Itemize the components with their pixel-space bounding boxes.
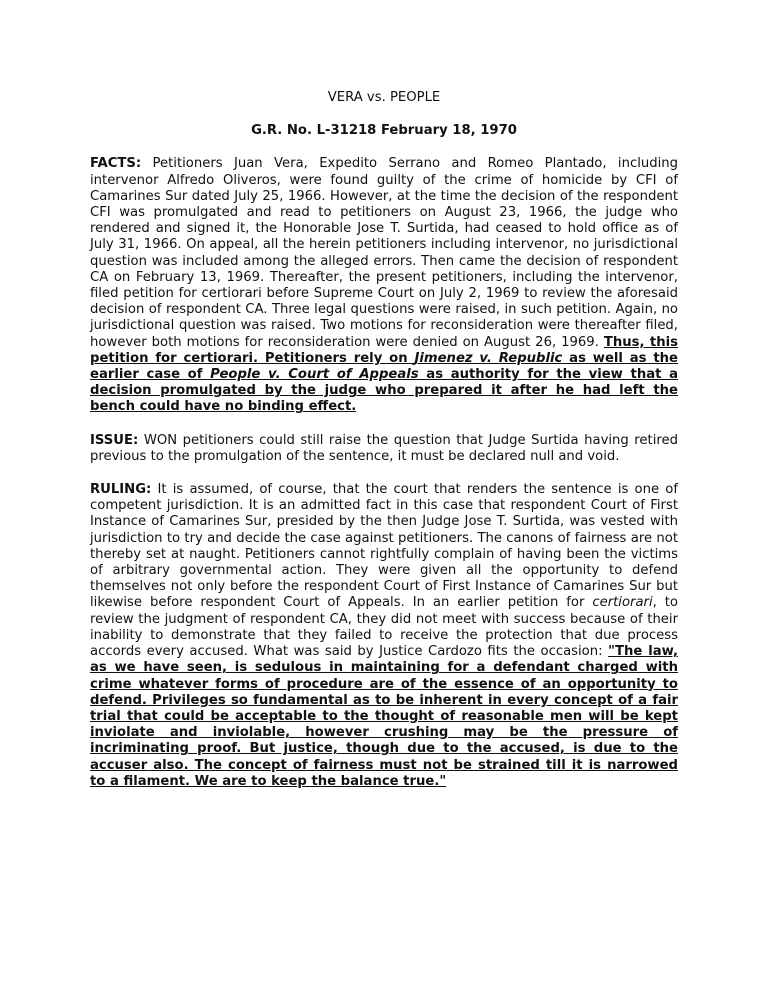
facts-emphasis-3: as authority for the view that a decision promulgated by the judge who prepared it after he had left the bench could have no binding effect.: [90, 367, 678, 415]
document-page: [90, 86, 678, 790]
issue-label: ISSUE:: [90, 432, 139, 448]
ruling-section: [90, 482, 678, 790]
ruling-label: RULING:: [90, 482, 152, 498]
facts-label: FACTS:: [90, 156, 142, 172]
case-number: G.R. No. L-31218 February 18, 1970: [251, 123, 517, 139]
facts-section: [90, 156, 678, 415]
cardozo-quote: "The law, as we have seen, is sedulous in maintaining for a defendant charged with crime whatever forms of procedure are of the essence of an opportunity to defend. Privileges so fundamental as to be inherent in every concept of a fair trial that could be acceptable to the thought of reasonable men will be kept inviolate and inviolable, however crushing may be the pressure of incriminating proof. But justice, though due to the accused, is due to the accuser also. The concept of fairness must not be strained till it is narrowed to a filament. We are to keep the balance true.": [90, 644, 678, 789]
issue-section: [90, 433, 678, 465]
facts-text: Petitioners Juan Vera, Expedito Serrano and Romeo Plantado, including intervenor Alfredo Oliveros, were found guilty of the crime of homicide by CFI of Camarines Sur dated July 25, 1966. However, at the time the decision of the respondent CFI was promulgated and read to petitioners on August 23, 1966, the judge who rendered and signed it, the Honorable Jose T. Surtida, had ceased to hold office as of July 31, 1966. On appeal, all the herein petitioners including intervenor, no jurisdictional question was included among the alleged errors. Then came the decision of respondent CA on February 13, 1969. Thereafter, the present petitioners, including the intervenor, filed petition for certiorari before Supreme Court on July 2, 1969 to review the aforesaid decision of respondent CA. Three legal questions were raised, in such petition. Again, no jurisdictional question was raised. Two motions for reconsideration were thereafter filed, however both motions for reconsideration were denied on August 26, 1969.: [90, 156, 678, 350]
facts-case-citation-2: People v. Court of Appeals: [210, 367, 419, 383]
facts-case-citation-1: Jimenez v. Republic: [414, 350, 563, 366]
issue-text: WON petitioners could still raise the question that Judge Surtida having retired previous to the promulgation of the sentence, it must be declared null and void.: [90, 432, 678, 464]
ruling-italic-term: certiorari: [592, 595, 653, 611]
case-title: VERA vs. PEOPLE: [327, 90, 441, 105]
facts-emphasis-2: as well as the earlier case of: [90, 350, 679, 383]
facts-emphasis-1: Thus, this petition for certiorari. Petitioners rely on: [90, 334, 678, 366]
ruling-text-1: It is assumed, of course, that the court that renders the sentence is one of competent jurisdiction. It is an admitted fact in this case that respondent Court of First Instance of Camarines Sur, presided by the then Judge Jose T. Surtida, was vested with jurisdiction to try and decide the case against petitioners. The canons of fairness are not thereby set at naught. Petitioners cannot rightfully complain of having been the victims of arbitrary governmental action. They were given all the opportunity to defend themselves not only before the respondent Court of First Instance of Camarines Sur but likewise before respondent Court of Appeals. In an earlier petition for: [90, 482, 678, 611]
ruling-text-2: , to review the judgment of respondent CA, they did not meet with success because of their inability to demonstrate that they failed to receive the protection that due process accords every accused. What was said by Justice Cardozo fits the occasion:: [90, 595, 678, 660]
